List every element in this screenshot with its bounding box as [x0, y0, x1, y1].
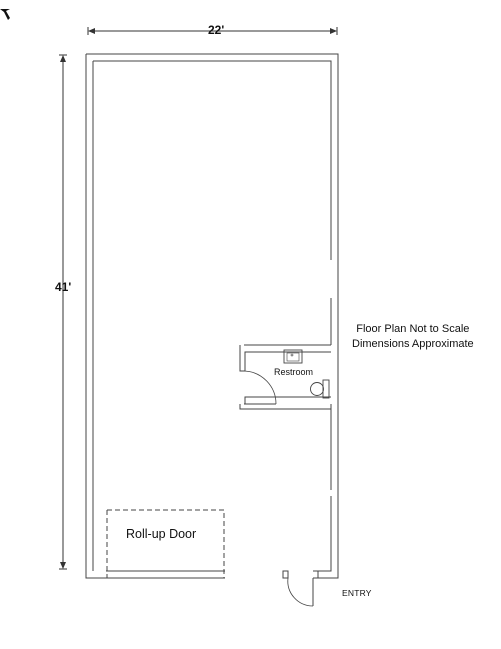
restroom-door-swing — [244, 371, 276, 404]
rollup-door — [107, 510, 224, 578]
inner-wall — [93, 61, 331, 571]
restroom-wall-bottom — [240, 397, 331, 409]
mouse-cursor-icon — [0, 9, 10, 20]
restroom-label: Restroom — [274, 367, 314, 377]
entry-label: ENTRY — [342, 588, 372, 598]
entry-jamb-right — [313, 571, 318, 578]
outer-wall — [86, 54, 338, 578]
entry-jamb-left — [283, 571, 288, 578]
width-dimension-label: 22' — [208, 23, 225, 37]
scale-note-line-1: Floor Plan Not to Scale — [356, 323, 470, 335]
scale-note-line-2: Dimensions Approximate — [352, 338, 474, 350]
entry-door-swing — [288, 578, 313, 606]
rollup-door-label: Roll-up Door — [126, 527, 197, 541]
height-dimension-label: 41' — [55, 280, 72, 294]
scale-note — [352, 322, 474, 352]
